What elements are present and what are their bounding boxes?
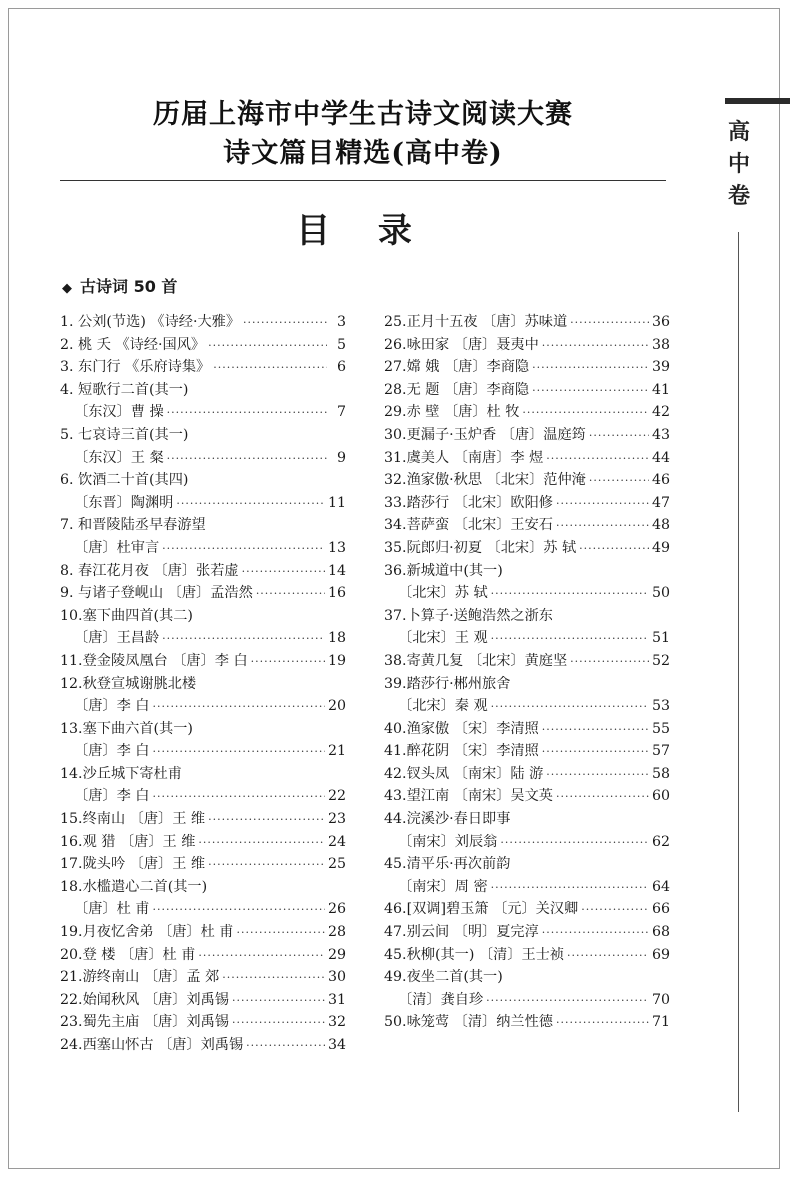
toc-page-number: 21 xyxy=(327,743,346,760)
toc-entry xyxy=(60,831,346,854)
toc-leader-dots xyxy=(491,583,649,606)
toc-leader-dots xyxy=(556,786,649,809)
toc-leader-dots xyxy=(167,448,327,471)
side-tab-line xyxy=(738,232,739,1112)
toc-entry xyxy=(60,808,346,831)
toc-entry-title: 34.菩萨蛮 〔北宋〕王安石 xyxy=(384,517,553,534)
toc-entry-title: 10.塞下曲四首(其二) xyxy=(60,607,193,624)
toc-entry xyxy=(384,469,670,492)
toc-leader-dots xyxy=(208,335,327,358)
toc-page-number: 49 xyxy=(651,539,670,556)
toc-page-number: 31 xyxy=(327,991,346,1008)
toc-entry xyxy=(384,808,670,831)
toc-leader-dots xyxy=(152,696,324,719)
toc-entry xyxy=(60,537,346,560)
toc-entry-author: 〔唐〕杜 甫 xyxy=(74,901,150,918)
toc-page-number: 24 xyxy=(327,833,346,850)
toc-entry xyxy=(60,492,346,515)
toc-leader-dots xyxy=(532,380,649,403)
toc-entry-author: 〔东汉〕王 粲 xyxy=(74,449,164,466)
side-tab-bar xyxy=(725,98,790,104)
toc-entry xyxy=(60,379,346,402)
toc-entry xyxy=(60,1011,346,1034)
toc-page-number: 43 xyxy=(651,426,670,443)
section-heading xyxy=(62,274,177,297)
toc-leader-dots xyxy=(491,696,649,719)
toc-leader-dots xyxy=(570,651,649,674)
toc-entry-title: 1. 公刘(节选) 《诗经·大雅》 xyxy=(60,314,241,330)
toc-entry xyxy=(60,718,346,741)
toc-entry-title: 43.望江南 〔南宋〕吴文英 xyxy=(384,788,553,805)
toc-entry-title: 50.咏笼莺 〔清〕纳兰性德 xyxy=(384,1014,553,1031)
toc-entry xyxy=(384,966,670,989)
toc-leader-dots xyxy=(246,1035,325,1058)
toc-entry-author: 〔北宋〕王 观 xyxy=(398,630,488,647)
toc-entry xyxy=(60,560,346,583)
toc-page-number: 5 xyxy=(336,336,346,353)
toc-column-right xyxy=(384,311,670,1034)
toc-entry xyxy=(60,311,346,334)
toc-entry-title: 24.西塞山怀古 〔唐〕刘禹锡 xyxy=(60,1037,244,1053)
toc-leader-dots xyxy=(167,402,327,425)
toc-entry xyxy=(384,853,670,876)
toc-entry-title: 5. 七哀诗三首(其一) xyxy=(60,426,189,443)
toc-page-number: 39 xyxy=(651,359,670,376)
toc-entry xyxy=(60,334,346,357)
toc-page-number: 47 xyxy=(651,494,670,511)
toc-entry xyxy=(384,537,670,560)
toc-leader-dots xyxy=(556,493,649,516)
section-title: 古诗词 50 首 xyxy=(80,277,178,296)
toc-leader-dots xyxy=(542,719,649,742)
toc-entry-title: 23.蜀先主庙 〔唐〕刘禹锡 xyxy=(60,1014,229,1031)
toc-entry xyxy=(384,650,670,673)
toc-page-number: 32 xyxy=(327,1014,346,1031)
toc-page-number: 3 xyxy=(336,314,346,330)
toc-entry-author: 〔北宋〕秦 观 xyxy=(398,698,488,715)
toc-leader-dots xyxy=(162,538,325,561)
toc-leader-dots xyxy=(542,922,649,945)
toc-entry xyxy=(60,785,346,808)
toc-entry xyxy=(60,876,346,899)
toc-entry-title: 31.虞美人 〔南唐〕李 煜 xyxy=(384,449,544,466)
toc-entry-title: 46.[双调]碧玉箫 〔元〕关汉卿 xyxy=(384,901,579,918)
toc-page-number: 48 xyxy=(651,517,670,534)
toc-page-number: 38 xyxy=(651,336,670,353)
toc-entry-title: 45.秋柳(其一) 〔清〕王士祯 xyxy=(384,946,565,963)
toc-page-number: 60 xyxy=(651,788,670,805)
toc-leader-dots xyxy=(546,448,649,471)
toc-entry xyxy=(384,1011,670,1034)
toc-entry-title: 20.登 楼 〔唐〕杜 甫 xyxy=(60,946,196,963)
toc-page-number: 36 xyxy=(651,314,670,330)
book-title-line2: 诗文篇目精选(高中卷) xyxy=(223,138,503,169)
toc-entry xyxy=(60,1034,346,1057)
toc-entry xyxy=(384,718,670,741)
toc-page-number: 14 xyxy=(327,562,346,579)
toc-entry-title: 35.阮郎归·初夏 〔北宋〕苏 轼 xyxy=(384,539,577,556)
toc-page-number: 71 xyxy=(651,1014,670,1031)
toc-leader-dots xyxy=(500,832,649,855)
toc-entry xyxy=(384,898,670,921)
toc-entry-title: 29.赤 壁 〔唐〕杜 牧 xyxy=(384,404,520,421)
toc-page-number: 55 xyxy=(651,720,670,737)
toc-leader-dots xyxy=(232,1012,325,1035)
book-title-line1: 历届上海市中学生古诗文阅读大赛 xyxy=(153,99,573,130)
toc-leader-dots xyxy=(251,651,325,674)
toc-leader-dots xyxy=(522,402,649,425)
toc-entry xyxy=(60,627,346,650)
toc-entry xyxy=(60,605,346,628)
toc-entry-title: 26.咏田家 〔唐〕聂夷中 xyxy=(384,336,539,353)
toc-entry-title: 13.塞下曲六首(其一) xyxy=(60,720,193,737)
toc-entry-author: 〔南宋〕刘辰翁 xyxy=(398,833,498,850)
toc-page-number: 30 xyxy=(327,969,346,986)
toc-leader-dots xyxy=(491,628,649,651)
toc-leader-dots xyxy=(208,854,325,877)
toc-entry xyxy=(384,514,670,537)
toc-entry xyxy=(384,740,670,763)
toc-leader-dots xyxy=(198,832,325,855)
toc-entry-title: 36.新城道中(其一) xyxy=(384,562,503,579)
toc-entry xyxy=(60,695,346,718)
toc-leader-dots xyxy=(152,786,324,809)
toc-page-number: 69 xyxy=(651,946,670,963)
book-title xyxy=(60,96,666,174)
toc-entry xyxy=(60,447,346,470)
toc-entry-author: 〔清〕龚自珍 xyxy=(398,991,484,1008)
toc-entry-author: 〔南宋〕周 密 xyxy=(398,878,488,895)
toc-page-number: 51 xyxy=(651,630,670,647)
toc-leader-dots xyxy=(579,538,649,561)
toc-entry-title: 25.正月十五夜 〔唐〕苏味道 xyxy=(384,314,568,330)
toc-leader-dots xyxy=(213,357,327,380)
toc-entry-title: 40.渔家傲 〔宋〕李清照 xyxy=(384,720,539,737)
toc-leader-dots xyxy=(556,1012,649,1035)
toc-entry xyxy=(384,785,670,808)
toc-entry-title: 19.月夜忆舍弟 〔唐〕杜 甫 xyxy=(60,924,234,941)
toc-page-number: 58 xyxy=(651,765,670,782)
toc-leader-dots xyxy=(208,809,325,832)
toc-page-number: 18 xyxy=(327,630,346,647)
toc-entry xyxy=(384,582,670,605)
toc-entry-author: 〔东晋〕陶渊明 xyxy=(74,494,174,511)
toc-leader-dots xyxy=(546,764,649,787)
toc-leader-dots xyxy=(486,990,649,1013)
toc-entry-title: 22.始闻秋风 〔唐〕刘禹锡 xyxy=(60,991,229,1008)
toc-entry xyxy=(384,401,670,424)
toc-page-number: 29 xyxy=(327,946,346,963)
toc-page-number: 26 xyxy=(327,901,346,918)
toc-leader-dots xyxy=(162,628,325,651)
toc-entry-author: 〔东汉〕曹 操 xyxy=(74,404,164,421)
toc-leader-dots xyxy=(589,470,649,493)
toc-entry-title: 17.陇头吟 〔唐〕王 维 xyxy=(60,856,206,873)
toc-entry-title: 33.踏莎行 〔北宋〕欧阳修 xyxy=(384,494,553,511)
toc-page-number: 23 xyxy=(327,811,346,828)
toc-entry xyxy=(384,876,670,899)
toc-leader-dots xyxy=(198,945,325,968)
toc-entry xyxy=(384,334,670,357)
toc-leader-dots xyxy=(152,741,324,764)
toc-entry xyxy=(384,944,670,967)
toc-entry xyxy=(60,673,346,696)
toc-page-number: 22 xyxy=(327,788,346,805)
toc-page-number: 52 xyxy=(651,652,670,669)
toc-page-number: 50 xyxy=(651,585,670,602)
toc-entry-title: 32.渔家傲·秋思 〔北宋〕范仲淹 xyxy=(384,472,586,489)
toc-entry xyxy=(60,740,346,763)
toc-entry-title: 45.清平乐·再次前韵 xyxy=(384,856,511,873)
toc-page-number: 41 xyxy=(651,381,670,398)
toc-page-number: 6 xyxy=(336,359,346,376)
toc-leader-dots xyxy=(567,945,649,968)
side-tab-label: 高中卷 xyxy=(727,119,750,209)
toc-entry xyxy=(60,424,346,447)
toc-entry-title: 16.观 猎 〔唐〕王 维 xyxy=(60,833,196,850)
toc-page-number: 62 xyxy=(651,833,670,850)
toc-entry xyxy=(384,560,670,583)
toc-page-number: 16 xyxy=(327,585,346,602)
toc-entry xyxy=(60,763,346,786)
toc-page-number: 66 xyxy=(651,901,670,918)
toc-entry-title: 11.登金陵凤凰台 〔唐〕李 白 xyxy=(60,652,248,669)
toc-entry-title: 4. 短歌行二首(其一) xyxy=(60,381,189,398)
toc-entry-title: 6. 饮酒二十首(其四) xyxy=(60,472,189,489)
toc-entry xyxy=(384,605,670,628)
toc-entry-title: 18.水槛遣心二首(其一) xyxy=(60,878,208,895)
toc-entry xyxy=(60,989,346,1012)
toc-entry xyxy=(60,898,346,921)
toc-leader-dots xyxy=(532,357,649,380)
toc-entry xyxy=(60,650,346,673)
toc-entry-title: 30.更漏子·玉炉香 〔唐〕温庭筠 xyxy=(384,426,586,443)
toc-leader-dots xyxy=(243,312,327,335)
toc-entry-title: 3. 东门行 《乐府诗集》 xyxy=(60,359,211,376)
toc-entry-title: 7. 和晋陵陆丞早春游望 xyxy=(60,517,206,534)
toc-entry-title: 28.无 题 〔唐〕李商隐 xyxy=(384,381,530,398)
toc-entry-title: 38.寄黄几复 〔北宋〕黄庭坚 xyxy=(384,652,568,669)
toc-leader-dots xyxy=(222,967,325,990)
diamond-icon: ◆ xyxy=(62,281,72,296)
toc-entry xyxy=(384,627,670,650)
toc-entry-title: 47.别云间 〔明〕夏完淳 xyxy=(384,924,539,941)
toc-entry-title: 2. 桃 夭 《诗经·国风》 xyxy=(60,336,206,353)
toc-entry-title: 27.嫦 娥 〔唐〕李商隐 xyxy=(384,359,530,376)
toc-leader-dots xyxy=(542,741,649,764)
toc-entry-author: 〔唐〕李 白 xyxy=(74,788,150,805)
toc-entry-author: 〔北宋〕苏 轼 xyxy=(398,585,488,602)
toc-entry-title: 42.钗头凤 〔南宋〕陆 游 xyxy=(384,765,544,782)
toc-entry-author: 〔唐〕王昌龄 xyxy=(74,630,160,647)
toc-entry xyxy=(384,763,670,786)
toc-leader-dots xyxy=(542,335,649,358)
toc-page-number: 13 xyxy=(327,539,346,556)
toc-entry-title: 39.踏莎行·郴州旅舍 xyxy=(384,675,511,692)
toc-page-number: 28 xyxy=(327,924,346,941)
toc-entry-title: 9. 与诸子登岘山 〔唐〕孟浩然 xyxy=(60,585,253,602)
toc-entry-title: 15.终南山 〔唐〕王 维 xyxy=(60,811,206,828)
toc-entry-author: 〔唐〕李 白 xyxy=(74,698,150,715)
toc-entry-title: 8. 春江花月夜 〔唐〕张若虚 xyxy=(60,562,239,579)
toc-page-number: 25 xyxy=(327,856,346,873)
toc-page-number: 19 xyxy=(327,652,346,669)
toc-leader-dots xyxy=(581,899,649,922)
toc-leader-dots xyxy=(256,583,325,606)
toc-page-number: 64 xyxy=(651,878,670,895)
toc-entry xyxy=(384,424,670,447)
toc-entry xyxy=(384,921,670,944)
toc-entry xyxy=(60,853,346,876)
toc-entry xyxy=(60,582,346,605)
toc-entry xyxy=(60,966,346,989)
toc-leader-dots xyxy=(589,425,649,448)
toc-page-number: 68 xyxy=(651,924,670,941)
toc-page-number: 20 xyxy=(327,698,346,715)
toc-leader-dots xyxy=(491,877,649,900)
toc-entry xyxy=(60,944,346,967)
toc-entry xyxy=(60,921,346,944)
toc-column-left xyxy=(60,311,346,1057)
toc-entry xyxy=(60,401,346,424)
toc-heading: 目 录 xyxy=(296,211,430,251)
toc-entry-author: 〔唐〕李 白 xyxy=(74,743,150,760)
toc-entry xyxy=(384,831,670,854)
toc-entry-title: 44.浣溪沙·春日即事 xyxy=(384,811,511,828)
toc-page-number: 53 xyxy=(651,698,670,715)
toc-leader-dots xyxy=(556,515,649,538)
toc-entry-author: 〔唐〕杜审言 xyxy=(74,539,160,556)
toc-entry xyxy=(384,356,670,379)
toc-page-number: 57 xyxy=(651,743,670,760)
toc-entry-title: 49.夜坐二首(其一) xyxy=(384,969,503,986)
toc-leader-dots xyxy=(176,493,325,516)
toc-page-number: 11 xyxy=(327,494,346,511)
toc-page-number: 44 xyxy=(651,449,670,466)
toc-entry xyxy=(384,311,670,334)
toc-entry xyxy=(384,492,670,515)
toc-entry xyxy=(384,695,670,718)
toc-entry xyxy=(384,989,670,1012)
toc-entry-title: 41.醉花阴 〔宋〕李清照 xyxy=(384,743,539,760)
toc-page-number: 46 xyxy=(651,472,670,489)
toc-entry xyxy=(60,356,346,379)
toc-entry-title: 21.游终南山 〔唐〕孟 郊 xyxy=(60,969,220,986)
toc-entry xyxy=(60,514,346,537)
toc-leader-dots xyxy=(152,899,324,922)
toc-entry xyxy=(60,469,346,492)
toc-entry-title: 14.沙丘城下寄杜甫 xyxy=(60,765,182,782)
toc-leader-dots xyxy=(236,922,324,945)
toc-page-number: 9 xyxy=(336,449,346,466)
toc-entry xyxy=(384,673,670,696)
toc-entry xyxy=(384,447,670,470)
toc-page-number: 34 xyxy=(327,1037,346,1053)
toc-entry-title: 37.卜算子·送鲍浩然之浙东 xyxy=(384,607,553,624)
toc-leader-dots xyxy=(570,312,649,335)
toc-page-number: 70 xyxy=(651,991,670,1008)
title-divider xyxy=(60,180,666,181)
toc-leader-dots xyxy=(232,990,325,1013)
toc-entry-title: 12.秋登宣城谢朓北楼 xyxy=(60,675,197,692)
toc-entry xyxy=(384,379,670,402)
toc-page-number: 7 xyxy=(336,404,346,421)
toc-leader-dots xyxy=(242,561,325,584)
toc-page-number: 42 xyxy=(651,404,670,421)
